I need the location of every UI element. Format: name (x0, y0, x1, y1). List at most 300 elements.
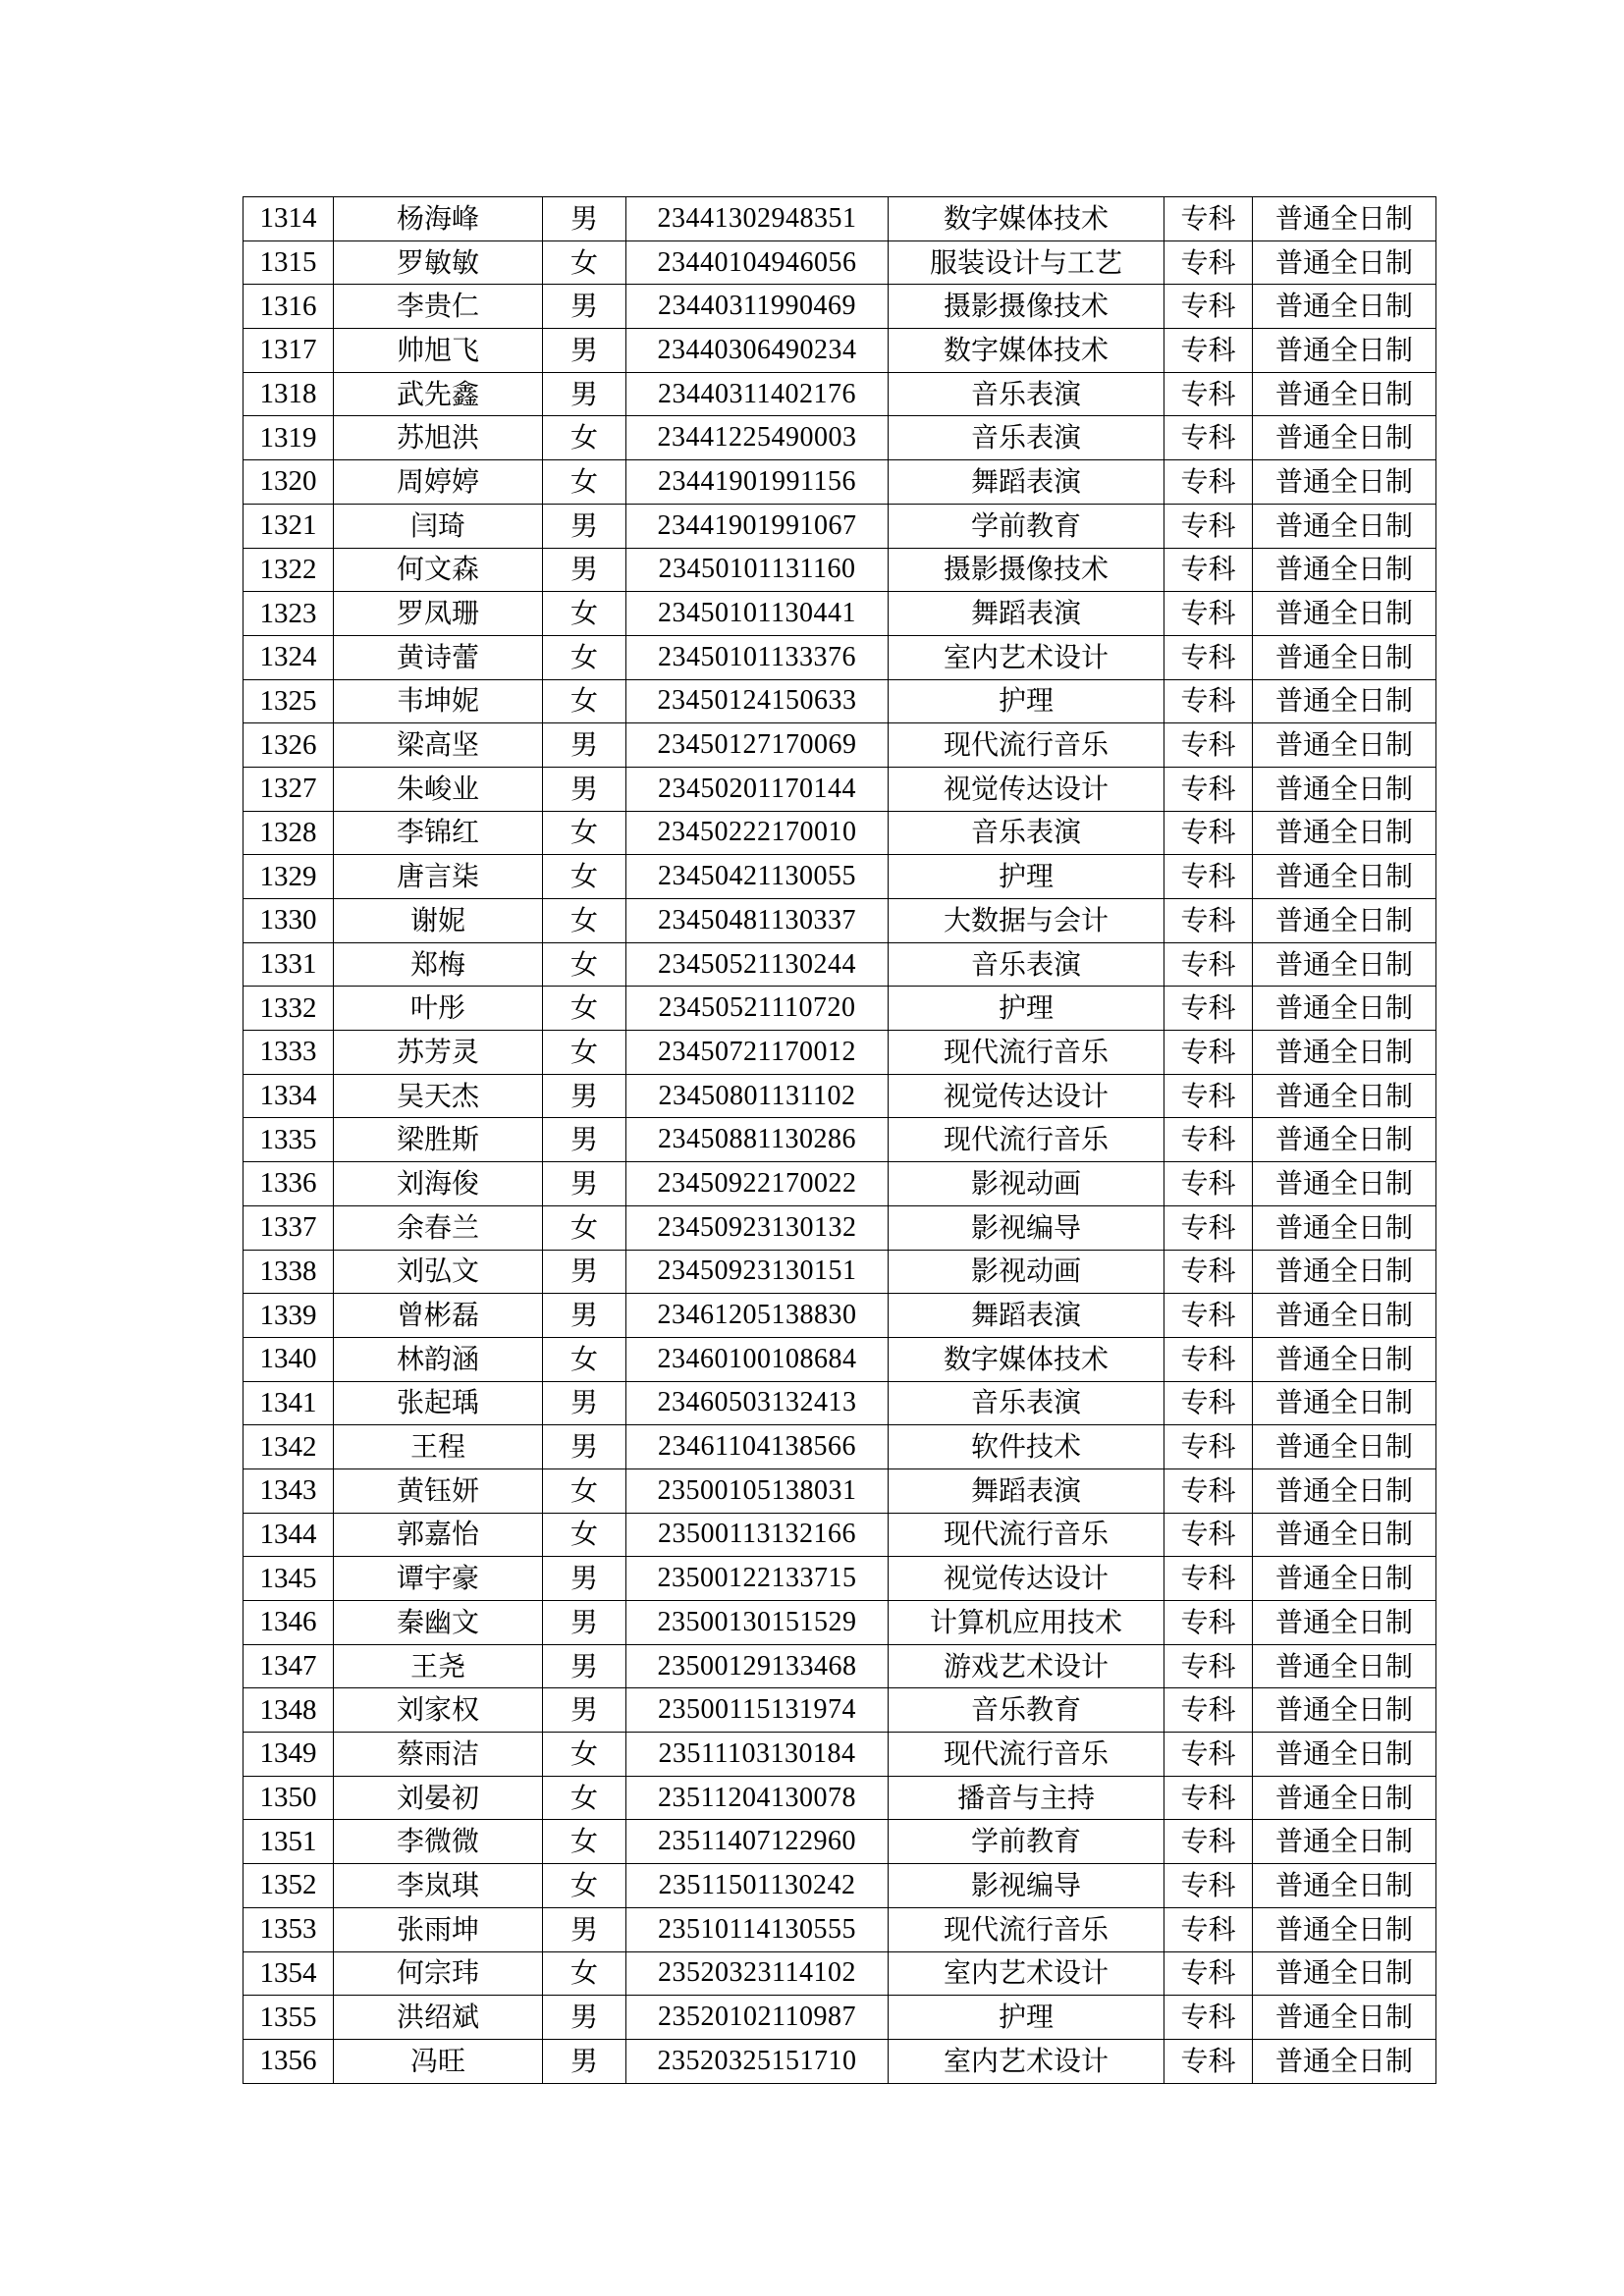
student-roster-table (243, 196, 1436, 2084)
gender-cell: 女 (543, 811, 626, 855)
row-number-cell: 1338 (244, 1250, 334, 1294)
exam-id-cell: 23441302948351 (626, 197, 889, 241)
major-cell: 室内艺术设计 (889, 2039, 1164, 2083)
table-row (244, 942, 1436, 987)
row-number-cell: 1331 (244, 942, 334, 987)
table-row (244, 1644, 1436, 1688)
table-row (244, 1776, 1436, 1820)
student-name-cell: 秦幽文 (334, 1601, 543, 1645)
major-cell: 影视动画 (889, 1250, 1164, 1294)
exam-id-cell: 23450721170012 (626, 1031, 889, 1075)
gender-cell: 女 (543, 1031, 626, 1075)
row-number-cell: 1344 (244, 1513, 334, 1557)
major-cell: 舞蹈表演 (889, 1468, 1164, 1513)
study-mode-cell: 普通全日制 (1253, 504, 1436, 548)
level-cell: 专科 (1164, 1162, 1253, 1206)
level-cell: 专科 (1164, 460, 1253, 505)
row-number-cell: 1330 (244, 899, 334, 943)
student-name-cell: 余春兰 (334, 1205, 543, 1250)
row-number-cell: 1356 (244, 2039, 334, 2083)
table-row (244, 592, 1436, 636)
roster-body (244, 197, 1436, 2084)
gender-cell: 女 (543, 592, 626, 636)
study-mode-cell: 普通全日制 (1253, 1074, 1436, 1118)
row-number-cell: 1319 (244, 416, 334, 460)
level-cell: 专科 (1164, 1951, 1253, 1996)
study-mode-cell: 普通全日制 (1253, 285, 1436, 329)
student-name-cell: 何宗玮 (334, 1951, 543, 1996)
exam-id-cell: 23450201170144 (626, 767, 889, 811)
major-cell: 软件技术 (889, 1425, 1164, 1469)
row-number-cell: 1343 (244, 1468, 334, 1513)
student-name-cell: 周婷婷 (334, 460, 543, 505)
gender-cell: 男 (543, 197, 626, 241)
table-row (244, 1864, 1436, 1908)
exam-id-cell: 23440311402176 (626, 372, 889, 416)
major-cell: 影视动画 (889, 1162, 1164, 1206)
gender-cell: 男 (543, 1381, 626, 1425)
exam-id-cell: 23450521110720 (626, 987, 889, 1031)
student-name-cell: 刘海俊 (334, 1162, 543, 1206)
exam-id-cell: 23500115131974 (626, 1688, 889, 1733)
major-cell: 护理 (889, 855, 1164, 899)
study-mode-cell: 普通全日制 (1253, 1205, 1436, 1250)
student-name-cell: 黄诗蕾 (334, 635, 543, 679)
student-name-cell: 罗凤珊 (334, 592, 543, 636)
table-row (244, 240, 1436, 285)
gender-cell: 女 (543, 1468, 626, 1513)
level-cell: 专科 (1164, 592, 1253, 636)
study-mode-cell: 普通全日制 (1253, 372, 1436, 416)
exam-id-cell: 23450222170010 (626, 811, 889, 855)
level-cell: 专科 (1164, 679, 1253, 723)
exam-id-cell: 23500113132166 (626, 1513, 889, 1557)
row-number-cell: 1335 (244, 1118, 334, 1162)
table-row (244, 1601, 1436, 1645)
gender-cell: 男 (543, 372, 626, 416)
row-number-cell: 1315 (244, 240, 334, 285)
major-cell: 视觉传达设计 (889, 1074, 1164, 1118)
student-name-cell: 谭宇豪 (334, 1557, 543, 1601)
student-name-cell: 郭嘉怡 (334, 1513, 543, 1557)
student-name-cell: 黄钰妍 (334, 1468, 543, 1513)
exam-id-cell: 23441225490003 (626, 416, 889, 460)
row-number-cell: 1350 (244, 1776, 334, 1820)
row-number-cell: 1342 (244, 1425, 334, 1469)
table-row (244, 767, 1436, 811)
student-name-cell: 张起瑀 (334, 1381, 543, 1425)
gender-cell: 女 (543, 1513, 626, 1557)
level-cell: 专科 (1164, 1688, 1253, 1733)
table-row (244, 1250, 1436, 1294)
student-name-cell: 梁胜斯 (334, 1118, 543, 1162)
table-row (244, 197, 1436, 241)
study-mode-cell: 普通全日制 (1253, 1468, 1436, 1513)
table-row (244, 635, 1436, 679)
major-cell: 室内艺术设计 (889, 1951, 1164, 1996)
major-cell: 数字媒体技术 (889, 1337, 1164, 1381)
level-cell: 专科 (1164, 1205, 1253, 1250)
major-cell: 舞蹈表演 (889, 460, 1164, 505)
exam-id-cell: 23450101131160 (626, 548, 889, 592)
exam-id-cell: 23500129133468 (626, 1644, 889, 1688)
level-cell: 专科 (1164, 329, 1253, 373)
student-name-cell: 武先鑫 (334, 372, 543, 416)
major-cell: 室内艺术设计 (889, 635, 1164, 679)
gender-cell: 男 (543, 2039, 626, 2083)
table-row (244, 460, 1436, 505)
gender-cell: 男 (543, 1118, 626, 1162)
exam-id-cell: 23441901991067 (626, 504, 889, 548)
gender-cell: 女 (543, 1205, 626, 1250)
student-name-cell: 刘弘文 (334, 1250, 543, 1294)
table-row (244, 1205, 1436, 1250)
gender-cell: 女 (543, 942, 626, 987)
level-cell: 专科 (1164, 899, 1253, 943)
study-mode-cell: 普通全日制 (1253, 1381, 1436, 1425)
major-cell: 舞蹈表演 (889, 592, 1164, 636)
study-mode-cell: 普通全日制 (1253, 1031, 1436, 1075)
exam-id-cell: 23511204130078 (626, 1776, 889, 1820)
row-number-cell: 1340 (244, 1337, 334, 1381)
major-cell: 学前教育 (889, 504, 1164, 548)
gender-cell: 男 (543, 767, 626, 811)
major-cell: 现代流行音乐 (889, 1118, 1164, 1162)
study-mode-cell: 普通全日制 (1253, 1864, 1436, 1908)
table-row (244, 1118, 1436, 1162)
level-cell: 专科 (1164, 1644, 1253, 1688)
exam-id-cell: 23450923130151 (626, 1250, 889, 1294)
table-row (244, 1337, 1436, 1381)
level-cell: 专科 (1164, 942, 1253, 987)
level-cell: 专科 (1164, 1513, 1253, 1557)
study-mode-cell: 普通全日制 (1253, 811, 1436, 855)
gender-cell: 男 (543, 1294, 626, 1338)
study-mode-cell: 普通全日制 (1253, 592, 1436, 636)
gender-cell: 女 (543, 240, 626, 285)
major-cell: 现代流行音乐 (889, 1031, 1164, 1075)
student-name-cell: 杨海峰 (334, 197, 543, 241)
exam-id-cell: 23511103130184 (626, 1733, 889, 1777)
gender-cell: 男 (543, 329, 626, 373)
row-number-cell: 1318 (244, 372, 334, 416)
exam-id-cell: 23450801131102 (626, 1074, 889, 1118)
exam-id-cell: 23450124150633 (626, 679, 889, 723)
study-mode-cell: 普通全日制 (1253, 1557, 1436, 1601)
level-cell: 专科 (1164, 811, 1253, 855)
row-number-cell: 1324 (244, 635, 334, 679)
student-name-cell: 朱峻业 (334, 767, 543, 811)
exam-id-cell: 23440306490234 (626, 329, 889, 373)
exam-id-cell: 23510114130555 (626, 1907, 889, 1951)
table-row (244, 1688, 1436, 1733)
exam-id-cell: 23461104138566 (626, 1425, 889, 1469)
row-number-cell: 1348 (244, 1688, 334, 1733)
major-cell: 护理 (889, 679, 1164, 723)
table-row (244, 2039, 1436, 2083)
exam-id-cell: 23450481130337 (626, 899, 889, 943)
study-mode-cell: 普通全日制 (1253, 1337, 1436, 1381)
study-mode-cell: 普通全日制 (1253, 329, 1436, 373)
student-name-cell: 张雨坤 (334, 1907, 543, 1951)
major-cell: 音乐教育 (889, 1688, 1164, 1733)
student-name-cell: 李岚琪 (334, 1864, 543, 1908)
table-row (244, 1820, 1436, 1864)
exam-id-cell: 23520102110987 (626, 1996, 889, 2040)
level-cell: 专科 (1164, 1820, 1253, 1864)
student-name-cell: 闫琦 (334, 504, 543, 548)
level-cell: 专科 (1164, 1468, 1253, 1513)
level-cell: 专科 (1164, 767, 1253, 811)
gender-cell: 男 (543, 1996, 626, 2040)
table-row (244, 1031, 1436, 1075)
gender-cell: 女 (543, 635, 626, 679)
student-name-cell: 韦坤妮 (334, 679, 543, 723)
row-number-cell: 1336 (244, 1162, 334, 1206)
major-cell: 视觉传达设计 (889, 767, 1164, 811)
major-cell: 护理 (889, 987, 1164, 1031)
major-cell: 数字媒体技术 (889, 197, 1164, 241)
exam-id-cell: 23511501130242 (626, 1864, 889, 1908)
row-number-cell: 1341 (244, 1381, 334, 1425)
level-cell: 专科 (1164, 1425, 1253, 1469)
study-mode-cell: 普通全日制 (1253, 460, 1436, 505)
student-name-cell: 苏旭洪 (334, 416, 543, 460)
major-cell: 现代流行音乐 (889, 1733, 1164, 1777)
study-mode-cell: 普通全日制 (1253, 240, 1436, 285)
exam-id-cell: 23450923130132 (626, 1205, 889, 1250)
exam-id-cell: 23450101133376 (626, 635, 889, 679)
major-cell: 舞蹈表演 (889, 1294, 1164, 1338)
study-mode-cell: 普通全日制 (1253, 723, 1436, 768)
row-number-cell: 1325 (244, 679, 334, 723)
table-row (244, 1294, 1436, 1338)
table-row (244, 1733, 1436, 1777)
level-cell: 专科 (1164, 1864, 1253, 1908)
gender-cell: 女 (543, 1733, 626, 1777)
level-cell: 专科 (1164, 723, 1253, 768)
exam-id-cell: 23440104946056 (626, 240, 889, 285)
row-number-cell: 1321 (244, 504, 334, 548)
table-row (244, 329, 1436, 373)
student-name-cell: 王尧 (334, 1644, 543, 1688)
exam-id-cell: 23450127170069 (626, 723, 889, 768)
table-row (244, 1425, 1436, 1469)
table-row (244, 416, 1436, 460)
exam-id-cell: 23450922170022 (626, 1162, 889, 1206)
gender-cell: 女 (543, 855, 626, 899)
major-cell: 数字媒体技术 (889, 329, 1164, 373)
row-number-cell: 1323 (244, 592, 334, 636)
table-row (244, 1557, 1436, 1601)
student-name-cell: 吴天杰 (334, 1074, 543, 1118)
exam-id-cell: 23460100108684 (626, 1337, 889, 1381)
student-name-cell: 帅旭飞 (334, 329, 543, 373)
table-row (244, 1381, 1436, 1425)
level-cell: 专科 (1164, 372, 1253, 416)
exam-id-cell: 23461205138830 (626, 1294, 889, 1338)
row-number-cell: 1353 (244, 1907, 334, 1951)
level-cell: 专科 (1164, 504, 1253, 548)
gender-cell: 男 (543, 723, 626, 768)
student-name-cell: 冯旺 (334, 2039, 543, 2083)
exam-id-cell: 23520323114102 (626, 1951, 889, 1996)
table-row (244, 1996, 1436, 2040)
level-cell: 专科 (1164, 2039, 1253, 2083)
row-number-cell: 1332 (244, 987, 334, 1031)
table-row (244, 679, 1436, 723)
gender-cell: 男 (543, 1644, 626, 1688)
exam-id-cell: 23511407122960 (626, 1820, 889, 1864)
exam-id-cell: 23460503132413 (626, 1381, 889, 1425)
major-cell: 学前教育 (889, 1820, 1164, 1864)
study-mode-cell: 普通全日制 (1253, 1907, 1436, 1951)
table-row (244, 1951, 1436, 1996)
exam-id-cell: 23450521130244 (626, 942, 889, 987)
level-cell: 专科 (1164, 1601, 1253, 1645)
student-name-cell: 何文森 (334, 548, 543, 592)
major-cell: 游戏艺术设计 (889, 1644, 1164, 1688)
level-cell: 专科 (1164, 855, 1253, 899)
study-mode-cell: 普通全日制 (1253, 767, 1436, 811)
table-row (244, 1074, 1436, 1118)
major-cell: 现代流行音乐 (889, 723, 1164, 768)
student-name-cell: 叶彤 (334, 987, 543, 1031)
row-number-cell: 1334 (244, 1074, 334, 1118)
study-mode-cell: 普通全日制 (1253, 1951, 1436, 1996)
exam-id-cell: 23450421130055 (626, 855, 889, 899)
study-mode-cell: 普通全日制 (1253, 1118, 1436, 1162)
study-mode-cell: 普通全日制 (1253, 1294, 1436, 1338)
major-cell: 音乐表演 (889, 1381, 1164, 1425)
level-cell: 专科 (1164, 1733, 1253, 1777)
gender-cell: 女 (543, 899, 626, 943)
table-row (244, 987, 1436, 1031)
major-cell: 播音与主持 (889, 1776, 1164, 1820)
row-number-cell: 1346 (244, 1601, 334, 1645)
study-mode-cell: 普通全日制 (1253, 1996, 1436, 2040)
major-cell: 现代流行音乐 (889, 1513, 1164, 1557)
student-name-cell: 李微微 (334, 1820, 543, 1864)
table-row (244, 372, 1436, 416)
gender-cell: 女 (543, 987, 626, 1031)
exam-id-cell: 23520325151710 (626, 2039, 889, 2083)
table-row (244, 1513, 1436, 1557)
table-row (244, 811, 1436, 855)
major-cell: 计算机应用技术 (889, 1601, 1164, 1645)
level-cell: 专科 (1164, 285, 1253, 329)
gender-cell: 女 (543, 1776, 626, 1820)
level-cell: 专科 (1164, 1250, 1253, 1294)
table-row (244, 548, 1436, 592)
study-mode-cell: 普通全日制 (1253, 635, 1436, 679)
level-cell: 专科 (1164, 1776, 1253, 1820)
level-cell: 专科 (1164, 1074, 1253, 1118)
gender-cell: 男 (543, 548, 626, 592)
major-cell: 影视编导 (889, 1864, 1164, 1908)
student-name-cell: 曾彬磊 (334, 1294, 543, 1338)
study-mode-cell: 普通全日制 (1253, 1644, 1436, 1688)
gender-cell: 男 (543, 1601, 626, 1645)
exam-id-cell: 23450101130441 (626, 592, 889, 636)
row-number-cell: 1322 (244, 548, 334, 592)
row-number-cell: 1352 (244, 1864, 334, 1908)
study-mode-cell: 普通全日制 (1253, 416, 1436, 460)
row-number-cell: 1349 (244, 1733, 334, 1777)
level-cell: 专科 (1164, 1337, 1253, 1381)
student-name-cell: 洪绍斌 (334, 1996, 543, 2040)
major-cell: 音乐表演 (889, 372, 1164, 416)
study-mode-cell: 普通全日制 (1253, 1162, 1436, 1206)
row-number-cell: 1355 (244, 1996, 334, 2040)
study-mode-cell: 普通全日制 (1253, 1513, 1436, 1557)
student-name-cell: 唐言柒 (334, 855, 543, 899)
study-mode-cell: 普通全日制 (1253, 1776, 1436, 1820)
study-mode-cell: 普通全日制 (1253, 1425, 1436, 1469)
row-number-cell: 1314 (244, 197, 334, 241)
study-mode-cell: 普通全日制 (1253, 942, 1436, 987)
row-number-cell: 1345 (244, 1557, 334, 1601)
student-name-cell: 林韵涵 (334, 1337, 543, 1381)
major-cell: 视觉传达设计 (889, 1557, 1164, 1601)
exam-id-cell: 23440311990469 (626, 285, 889, 329)
level-cell: 专科 (1164, 1907, 1253, 1951)
student-name-cell: 苏芳灵 (334, 1031, 543, 1075)
major-cell: 服装设计与工艺 (889, 240, 1164, 285)
level-cell: 专科 (1164, 1118, 1253, 1162)
gender-cell: 女 (543, 679, 626, 723)
table-row (244, 899, 1436, 943)
table-row (244, 504, 1436, 548)
level-cell: 专科 (1164, 240, 1253, 285)
study-mode-cell: 普通全日制 (1253, 2039, 1436, 2083)
gender-cell: 女 (543, 1337, 626, 1381)
major-cell: 影视编导 (889, 1205, 1164, 1250)
level-cell: 专科 (1164, 1381, 1253, 1425)
major-cell: 大数据与会计 (889, 899, 1164, 943)
row-number-cell: 1320 (244, 460, 334, 505)
student-name-cell: 蔡雨洁 (334, 1733, 543, 1777)
gender-cell: 男 (543, 1074, 626, 1118)
study-mode-cell: 普通全日制 (1253, 899, 1436, 943)
row-number-cell: 1337 (244, 1205, 334, 1250)
gender-cell: 男 (543, 1907, 626, 1951)
study-mode-cell: 普通全日制 (1253, 1820, 1436, 1864)
row-number-cell: 1316 (244, 285, 334, 329)
table-row (244, 1907, 1436, 1951)
study-mode-cell: 普通全日制 (1253, 1601, 1436, 1645)
student-name-cell: 梁高坚 (334, 723, 543, 768)
row-number-cell: 1317 (244, 329, 334, 373)
gender-cell: 男 (543, 285, 626, 329)
exam-id-cell: 23450881130286 (626, 1118, 889, 1162)
row-number-cell: 1326 (244, 723, 334, 768)
major-cell: 音乐表演 (889, 811, 1164, 855)
gender-cell: 男 (543, 1250, 626, 1294)
study-mode-cell: 普通全日制 (1253, 987, 1436, 1031)
level-cell: 专科 (1164, 987, 1253, 1031)
student-name-cell: 刘晏初 (334, 1776, 543, 1820)
study-mode-cell: 普通全日制 (1253, 1733, 1436, 1777)
row-number-cell: 1327 (244, 767, 334, 811)
table-row (244, 285, 1436, 329)
row-number-cell: 1329 (244, 855, 334, 899)
student-name-cell: 谢妮 (334, 899, 543, 943)
student-name-cell: 李锦红 (334, 811, 543, 855)
table-row (244, 723, 1436, 768)
major-cell: 现代流行音乐 (889, 1907, 1164, 1951)
major-cell: 音乐表演 (889, 416, 1164, 460)
